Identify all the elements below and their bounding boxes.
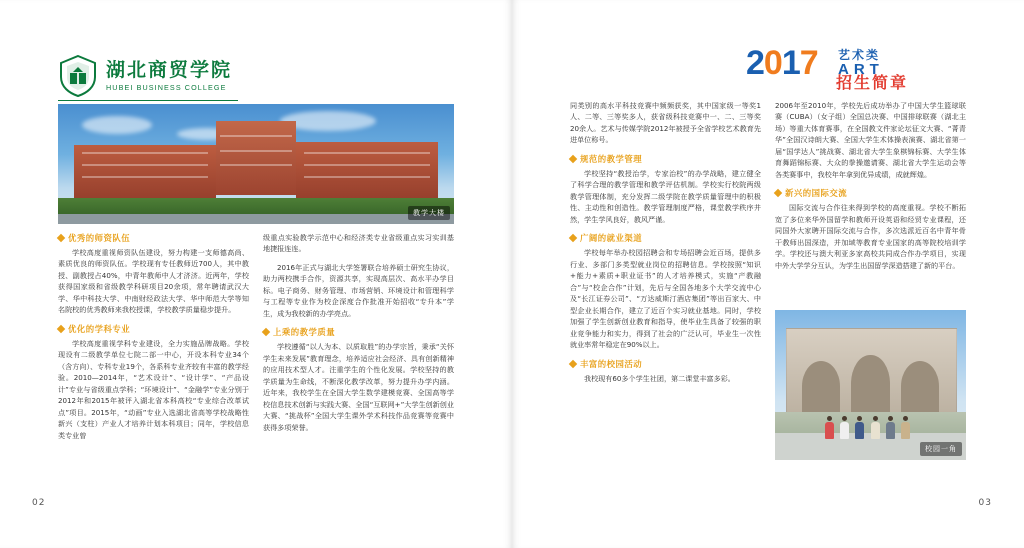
art-category-label-en: ART	[838, 61, 884, 78]
diamond-bullet-icon	[569, 155, 577, 163]
college-name-en: HUBEI BUSINESS COLLEGE	[106, 82, 227, 92]
photo-caption: 校园一角	[920, 442, 962, 456]
building-right-wing	[296, 142, 439, 197]
paragraph: 学校遵循“以人为本、以质取胜”的办学宗旨，秉承“关怀学生未来发展”教育理念，培养适应社会经济、具有创新精神的应用技术型人才。注重学生的个性化发展。学校坚持的教学质量为生命线，不断深化教学改革，努力提升办学内涵。近年来，我校学生在全国大学生数学建模竞赛、全国高等学校信息技术创新与实践大赛、全国“互联网+”大学生创新创业大赛、“挑战杯”全国大学生课外学术科技作品竞赛等竞赛中获得多项荣誉。	[263, 342, 454, 432]
left-column-1	[58, 232, 249, 448]
cloud-shape	[82, 116, 152, 134]
college-name-cn: 湖北商贸学院	[106, 58, 233, 81]
paragraph: 同类别的高水平科技竞赛中频频获奖，其中国家级一等奖1人、二等、三等奖多人，获省级科技竞赛中一、二、三等奖20余人。艺术与传媒学院2012年被授予全省学校艺术教育先进单位称号。	[570, 101, 761, 145]
section-title: 新兴的国际交流	[785, 188, 848, 199]
teaching-building-photo	[58, 104, 454, 224]
photo-caption: 教学大楼	[408, 206, 450, 220]
person-figure	[855, 416, 864, 439]
page-number-left: 02	[32, 498, 46, 508]
paragraph: 学校高度重视学科专业建设，全力实施品牌战略。学校现设有二级教学单位七院二部一中心，开设本科专业34个（含方向）、专科专业19个，各系科专业齐较有丰富的教学经验。2010—2014年，“艺术设计”、“设计学”、“产品设计”专业与省级重点学科；“环境设计”、“金融学”专业分别于2012年和2015年被评入湖北省本科高校“专业综合改革试点”项目。2015年，“动画”专业入选湖北省高等学校战略性新兴（支柱）产业人才培养计划本科项目；同年，学校信息类专业曾	[58, 338, 249, 440]
diamond-bullet-icon	[57, 234, 65, 242]
window-band	[82, 164, 209, 166]
paragraph: 国际交流与合作往来得到学校的高度重视。学校不断拓宽了多位来华外国留学和教师开设英语和经贸专业课程，还同国外大家聘开国际交流与合作，多次选派近百名中青年骨干教师出国深造，并加域等教育专业国家的高等院校培训学学。学校还与澳大利亚多家高校共同成合作办学项目，实现中外大学学分互认，为学生出国留学深造搭建了新的平台。	[775, 203, 966, 270]
diamond-bullet-icon	[569, 234, 577, 242]
window-band	[220, 150, 291, 152]
section-heading-campus-activities	[570, 358, 761, 370]
paragraph: 学校坚持“教授治学，专家治校”的办学战略，建立健全了科学合理的教学管理和教学评估机制。学校实行校院两级教学管理体制，充分发挥二级学院在教学质量管理中的积极性、主动性和创造性。教学管理制度严格，课堂教学秩序井然，学生学风良好，教风严谨。	[570, 168, 761, 224]
archway	[851, 355, 889, 412]
photo-road	[58, 214, 454, 224]
person-figure	[901, 416, 910, 439]
left-column-2	[263, 232, 454, 448]
page-number-right: 03	[978, 498, 992, 508]
building-center-tower	[216, 121, 295, 195]
logo-divider	[58, 100, 238, 101]
brochure-title: 招生简章	[836, 73, 909, 92]
window-band	[220, 164, 291, 166]
window-band	[82, 152, 209, 154]
right-column-1	[570, 100, 761, 391]
paragraph: 2006年至2010年，学校先后成功举办了中国大学生篮球联赛（CUBA）（女子组）全国总决赛、中国排球联赛（湖北主场）等重大体育赛事，在全国教文件家论坛征文大赛、“菁青华”全国汉诗朗大赛、全国大学生术体操表演赛、湖北省第一届“国学达人”挑战赛、湖北省大学生象棋锦标赛、大学生体育舞蹈锦标赛、大众的拳操邀请赛、湖北省大学生运动会等各类赛事中，我校年年拿到优异成绩，成就辉煌。	[775, 101, 966, 179]
paragraph: 学校每年举办校园招聘会和专场招聘会近百场，提供多行业、多部门多类型就业岗位的招聘信息。学校按照“知识+能力+素质+职业证书”的人才培养模式，实施“产教融合”与“校企合作”计划，先后与全国各地多个大学交流中心及“长江证券公司”、“万达威斯汀酒店集团”等出百家大、中型企业长期合作，建立了近百个实习就业基地。同时，学校加强了学生创新创业教育和指导，使毕业生具备了较强的职业竞争能力和实力，得到了社会的广泛认可，毕业生一次性就业率常年稳定在90%以上。	[570, 248, 761, 350]
college-logo	[58, 55, 232, 97]
shield-book-logo-icon	[58, 55, 98, 97]
section-heading-disciplines	[58, 323, 249, 335]
left-text-columns	[58, 232, 454, 448]
art-category-label: 艺术类	[838, 48, 881, 62]
campus-corner-photo	[775, 310, 966, 460]
paragraph: 我校现有60多个学生社团，第二课堂丰富多彩。	[584, 373, 735, 383]
section-heading-employment	[570, 232, 761, 244]
admissions-brochure-logo	[746, 46, 966, 92]
window-band	[304, 164, 431, 166]
diamond-bullet-icon	[262, 328, 270, 336]
paragraph: 学校高度重视师资队伍建设，努力构建一支师德高尚、素质优良的师资队伍。学校现有专任教师近700人，其中教授、副教授占40%，中青年教师中人才济济。近两年，学校获得国家级和省级教学科研项目20余项，常年聘请武汉大学、华中科技大学、中南财经政法大学、华中师范大学等知名院校的优秀教师来我校授课，学校教学质量稳步提升。	[58, 248, 249, 315]
section-heading-international	[775, 187, 966, 199]
section-heading-teaching-management	[570, 153, 761, 165]
section-title: 优秀的师资队伍	[68, 233, 131, 243]
paragraph: 级重点实验教学示范中心和经济类专业省级重点实习实训基地捷报连连。	[263, 233, 454, 254]
person-figure	[871, 416, 880, 439]
section-heading-faculty	[58, 232, 249, 244]
diamond-bullet-icon	[569, 359, 577, 367]
person-figure	[886, 416, 895, 439]
diamond-bullet-icon	[57, 325, 65, 333]
window-band	[220, 135, 291, 137]
diamond-bullet-icon	[774, 189, 782, 197]
archway	[901, 361, 939, 412]
window-band	[304, 152, 431, 154]
section-title: 规范的教学管理	[580, 153, 643, 164]
section-title: 丰富的校园活动	[580, 358, 643, 369]
paragraph: 2016年正式与湖北大学签署联合培养硕士研究生协议，助力两校携手合作，资源共享，实现高层次、高水平办学目标。电子商务、财务管理、市场营销、环境设计和管理科学与工程等专业作为校企深度合作批准开始招收“专升本”学生，成为我校新的办学亮点。	[263, 262, 454, 318]
section-heading-teaching-quality	[263, 326, 454, 338]
right-page	[512, 0, 1024, 548]
window-band	[304, 176, 431, 178]
person-figure	[825, 416, 834, 439]
section-title: 优化的学科专业	[68, 323, 131, 334]
window-band	[82, 176, 209, 178]
year-badge: 2017	[746, 44, 818, 82]
section-title: 上乘的教学质量	[273, 327, 336, 338]
person-figure	[840, 416, 849, 439]
archway	[802, 361, 840, 412]
section-title: 广阔的就业渠道	[580, 233, 643, 244]
